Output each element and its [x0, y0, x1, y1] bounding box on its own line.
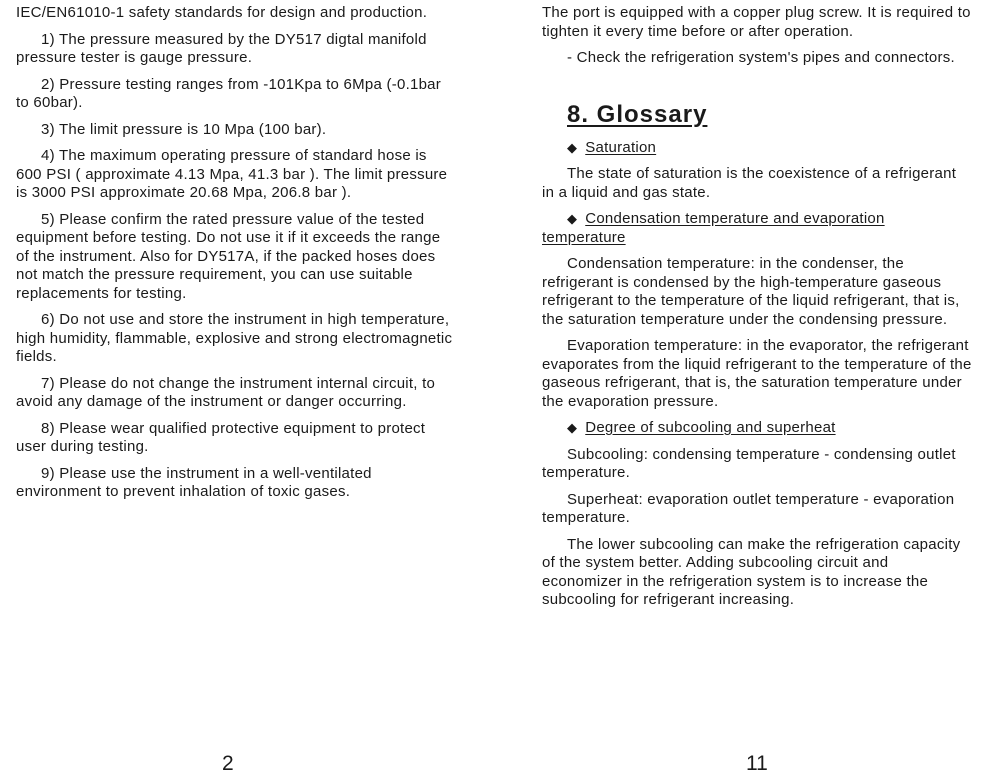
saturation-heading	[542, 139, 972, 158]
condensation-heading	[542, 210, 972, 247]
right-page	[542, 4, 972, 618]
safety-item-4: 4) The maximum operating pressure of standard hose is 600 PSI ( approximate 4.13 Mpa, 41.3 bar ). The limit pressure is 3000 PSI approximate 20.68 Mpa, 206.8 bar ).	[16, 147, 448, 201]
saturation-body: The state of saturation is the coexistence of a refrigerant in a liquid and gas state.	[542, 165, 957, 201]
safety-item-6: 6) Do not use and store the instrument in high temperature, high humidity, flammable, explosive and strong electromagnetic fields.	[16, 311, 453, 365]
safety-item-8: 8) Please wear qualified protective equipment to protect user during testing.	[16, 419, 426, 455]
left-intro: IEC/EN61010-1 safety standards for design and production.	[16, 4, 428, 21]
check-note: - Check the refrigeration system's pipes and connectors.	[567, 49, 955, 66]
safety-item-9: 9) Please use the instrument in a well-ventilated environment to prevent inhalation of toxic gases.	[16, 464, 372, 500]
right-intro: The port is equipped with a copper plug screw. It is required to tighten it every time before or after operation.	[542, 4, 971, 40]
diamond-bullet-icon: ◆	[567, 211, 578, 226]
subcooling-heading-text: Degree of subcooling and superheat	[585, 419, 836, 436]
page-number-left: 2	[222, 752, 234, 775]
subcooling-heading	[542, 419, 972, 438]
safety-item-2: 2) Pressure testing ranges from -101Kpa to 6Mpa (-0.1bar to 60bar).	[16, 75, 442, 111]
diamond-bullet-icon: ◆	[567, 420, 578, 435]
condensation-body: Condensation temperature: in the condenser, the refrigerant is condensed by the high-temperature gaseous refrigerant to the temperature of the liquid refrigerant, that is, the saturation temperature under the condensing pressure.	[542, 255, 960, 328]
superheat-body: Superheat: evaporation outlet temperature - evaporation temperature.	[542, 490, 955, 526]
safety-item-3: 3) The limit pressure is 10 Mpa (100 bar).	[41, 120, 327, 138]
left-page	[16, 4, 456, 510]
diamond-bullet-icon: ◆	[567, 139, 578, 155]
safety-item-7: 7) Please do not change the instrument internal circuit, to avoid any damage of the instrument or danger occurring.	[16, 374, 436, 410]
condensation-heading-text: Condensation temperature and evaporation temperature	[542, 210, 885, 246]
subcooling-body: Subcooling: condensing temperature - condensing outlet temperature.	[542, 445, 956, 481]
safety-item-5: 5) Please confirm the rated pressure value of the tested equipment before testing. Do not use it if it exceeds the range of the instrument. Also for DY517A, if the packed hoses does not match the pressure requirement, you can use suitable replacements for testing.	[16, 210, 441, 302]
subcooling-benefit-body: The lower subcooling can make the refrigeration capacity of the system better. Adding subcooling circuit and economizer in the refrigeration system is to increase the subcooling for refrigerant increasing.	[542, 535, 961, 608]
safety-item-1: 1) The pressure measured by the DY517 digtal manifold pressure tester is gauge pressure.	[16, 30, 427, 66]
page-number-right: 11	[746, 752, 768, 775]
evaporation-body: Evaporation temperature: in the evaporator, the refrigerant evaporates from the liquid refrigerant to the temperature of the gaseous refrigerant, that is, the saturation temperature under the evaporation pressure.	[542, 337, 972, 410]
glossary-title: 8. Glossary	[567, 100, 708, 128]
saturation-heading-text: Saturation	[585, 138, 657, 156]
